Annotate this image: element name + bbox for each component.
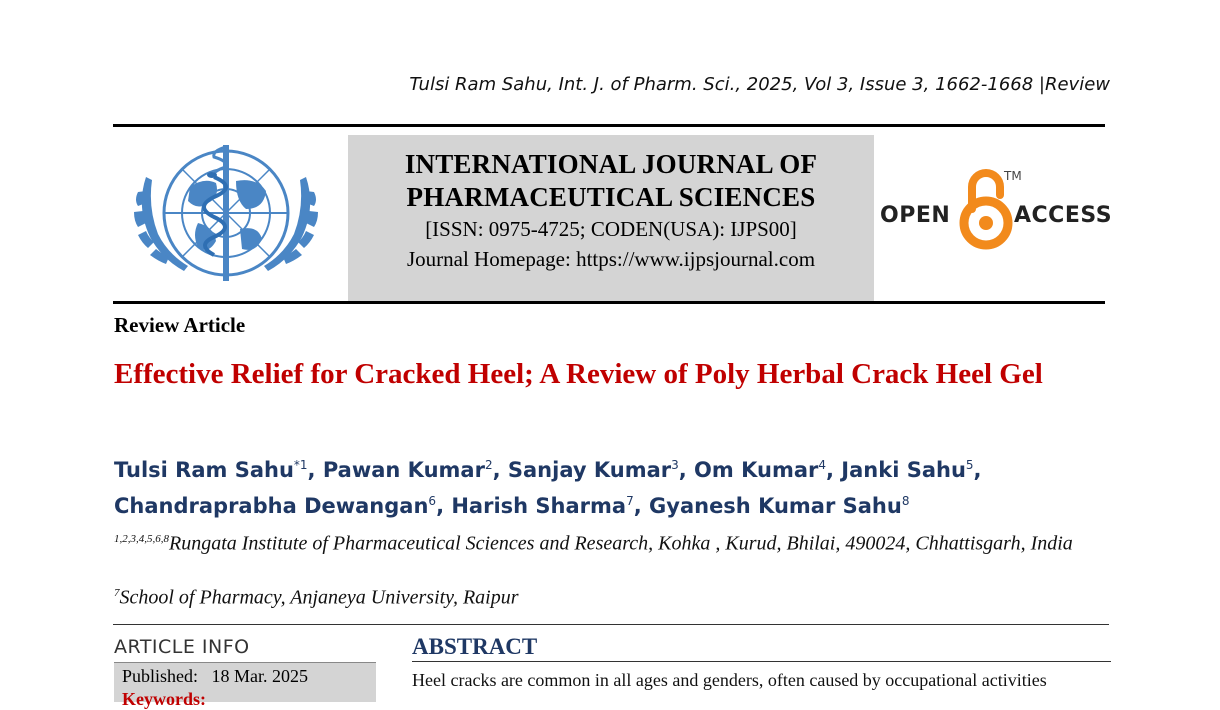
journal-globe-caduceus-logo-icon [128,137,324,285]
journal-name-line-1: INTERNATIONAL JOURNAL OF [404,149,818,179]
affiliation: $^{1,2,3,4,5,6,8}$Rungata Institute of Pharmaceutical Sciences and Research, Kohka , Kurud, Bhilai, 490024, Chhattisgarh, India [114,532,1073,555]
affiliation: $^7$School of Pharmacy, Anjaneya University, Raipur [114,586,519,609]
author[interactable]: Tulsi Ram Sahu$^{*1}$ [114,458,308,482]
header-top-rule [113,124,1105,127]
author[interactable]: Gyanesh Kumar Sahu$^8$ [649,494,910,518]
abstract-heading: ABSTRACT [412,634,538,659]
journal-issn: [ISSN: 0975-4725; CODEN(USA): IJPS00] [425,217,797,241]
author[interactable]: Chandraprabha Dewangan$^6$ [114,494,437,518]
author[interactable]: Sanjay Kumar$^3$ [507,458,679,482]
author-list: Tulsi Ram Sahu$^{*1}$, Pawan Kumar$^2$, Sanjay Kumar$^3$, Om Kumar$^4$, Janki Sahu$^5$, Chandraprabha Dewangan$^6$, Harish Sharma$^7$, Gyanesh Kumar Sahu$^8$ [114,458,982,518]
open-access-logo [880,165,1113,255]
header-bottom-rule [113,301,1105,304]
article-type: Review Article [114,313,246,337]
author[interactable]: Pawan Kumar$^2$ [322,458,493,482]
abstract-text: Heel cracks are common in all ages and genders, often caused by occupational activities [412,670,1047,690]
running-header-citation: Tulsi Ram Sahu, Int. J. of Pharm. Sci., 2025, Vol 3, Issue 3, 1662-1668 |Review [409,74,1110,95]
section-divider [113,624,1109,625]
published-date: Published: 18 Mar. 2025 [122,666,309,686]
journal-homepage-link[interactable]: Journal Homepage: https://www.ijpsjournal.com [406,247,816,271]
journal-name-line-2: PHARMACEUTICAL SCIENCES [406,182,816,212]
open-access-trademark: TM [1004,169,1022,183]
open-access-access-label: ACCESS [1014,203,1113,228]
author[interactable]: Janki Sahu$^5$ [841,458,974,482]
abstract-rule [412,661,1111,662]
article-info-box [114,662,376,709]
article-info-heading: ARTICLE INFO [114,636,250,658]
keywords-label: Keywords: [122,689,206,709]
journal-masthead [348,135,874,301]
author[interactable]: Harish Sharma$^7$ [451,494,634,518]
author[interactable]: Om Kumar$^4$ [694,458,826,482]
open-access-open-label: OPEN [880,203,951,228]
article-title: Effective Relief for Cracked Heel; A Review of Poly Herbal Crack Heel Gel [114,358,1043,390]
